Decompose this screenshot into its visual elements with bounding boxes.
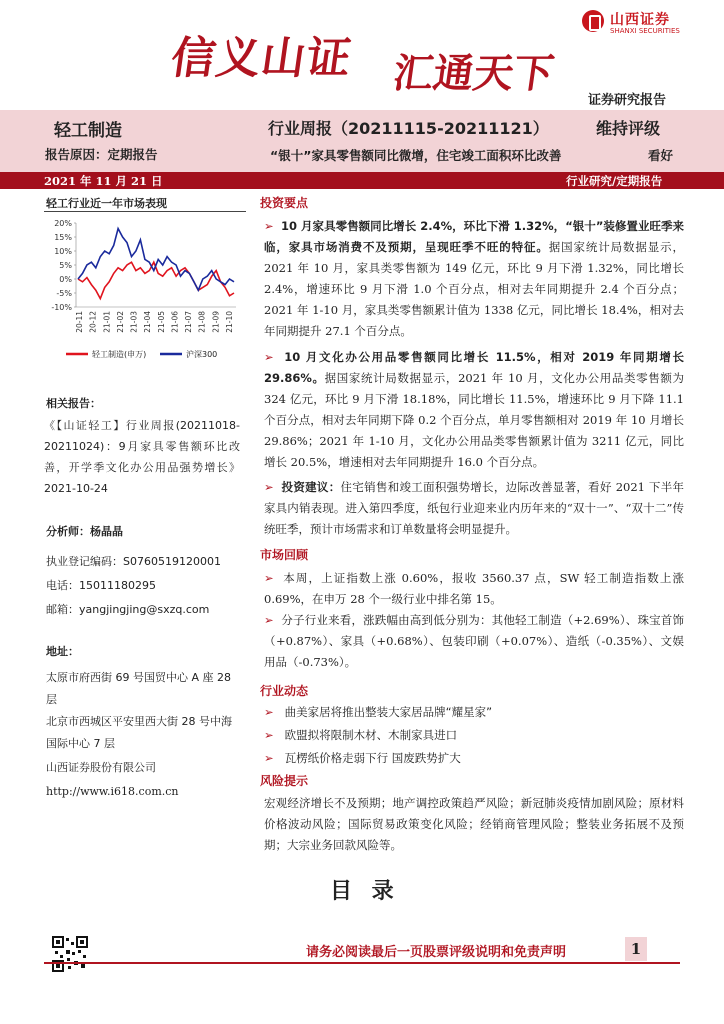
industry-name: 轻工制造 [54, 121, 122, 141]
section-key-points: 投资要点 [260, 196, 309, 210]
x-tick-label: 21-08 [197, 311, 207, 333]
report-reason: 报告原因：定期报告 [45, 147, 158, 162]
outlook-badge: 看好 [648, 148, 674, 163]
x-tick-label: 21-02 [115, 311, 125, 333]
x-tick-label: 21-07 [184, 311, 194, 333]
x-tick-label: 21-03 [129, 311, 139, 333]
x-tick-label: 20-12 [88, 311, 98, 333]
point-advice-text: 住宅销售和竣工面积强势增长，边际改善显著，看好 2021 下半年家具内销表现。进入第四季度，纸包行业迎来业内历年来的“双十一”、“双十二”传统旺季，预计市场需求和订单数量将会明显提升。 [264, 480, 685, 536]
report-type: 证券研究报告 [588, 93, 667, 108]
series-line-1 [78, 262, 234, 298]
point-advice [264, 477, 684, 540]
news-item-text: 欧盟拟将限制木材、木制家具进口 [284, 728, 458, 742]
point-office [264, 347, 684, 473]
review-subsectors-text: 分子行业来看，涨跌幅由高到低分别为：其他轻工制造（+2.69%）、珠宝首饰（+0.87%）、家具（+0.68%）、包装印刷（+0.07%）、造纸（-0.35%）、文娱用品（-0.73%）。 [264, 613, 684, 669]
address-taiyuan: 太原市府西街 69 号国贸中心 A 座 28 层 [46, 671, 232, 706]
point-office-bold: 10 月文化办公用品零售额同比增长 11.5%，相对 2019 年同期增长 29.86%。 [264, 350, 684, 385]
analyst-name: 分析师：杨晶晶 [46, 525, 123, 538]
perf-chart-title: 轻工行业近一年市场表现 [46, 197, 167, 210]
brand-calligraphy: 信义山证 [167, 33, 355, 84]
page-number: 1 [625, 937, 647, 961]
arrow-bullet-icon: ➢ [264, 571, 274, 585]
y-tick-label: 5% [59, 261, 72, 270]
analyst-phone: 电话：15011180295 [46, 579, 156, 592]
x-tick-label: 21-01 [102, 311, 112, 333]
point-furniture-bold: 10 月家具零售额同比增长 2.4%，环比下滑 1.32%，“银十”装修置业旺季来临，家具市场消费不及预期，呈现旺季不旺的特征。 [264, 219, 685, 254]
website-link[interactable]: http://www.i618.com.cn [46, 785, 179, 798]
point-office-text: 据国家统计局数据显示，2021 年 10 月，文化办公用品类零售额为 324 亿元，环比 9 月下滑 18.18%，同比增长 11.5%，增速环比 9 月下降 11.1 个百分点，相对去年同期下降 0.2 个百分点，单月零售额相对 2019 年 10 月增长 29.86%；2021 年 1-10 月，文化办公用品类零售额累计值为 3211 亿元，同比增长 20.5%，增速相对去年同期提升 16.0 个百分点。 [264, 371, 684, 469]
logo-mark-icon [582, 10, 604, 32]
analyst-email[interactable]: 邮箱：yangjingjing@sxzq.com [46, 603, 210, 616]
point-furniture-text: 据国家统计局数据显示，2021 年 10 月，家具类零售额为 149 亿元，环比 9 月下滑 1.32%，同比增长 2.4%，增速环比 9 月下滑 1.0 个百分点，相对去年同期提升 2.4 个百分点；2021 年 1-10 月，家具类零售额累计值为 1338 亿元，同比增长 18.4%，相对去年同期提升 27.1 个百分点。 [264, 240, 685, 338]
legend-label-2: 沪深300 [186, 350, 218, 359]
news-item [264, 704, 492, 720]
review-subsectors [264, 610, 684, 673]
footer-divider [44, 962, 680, 964]
review-index-text: 本周，上证指数上涨 0.60%，报收 3560.37 点，SW 轻工制造指数上涨 0.69%，在申万 28 个一级行业中排名第 15。 [264, 571, 685, 606]
brand-slogan: 汇通天下 [390, 50, 557, 97]
arrow-bullet-icon: ➢ [264, 480, 274, 494]
y-tick-label: 0% [59, 275, 72, 284]
report-date: 2021 年 11 月 21 日 [44, 174, 163, 188]
arrow-bullet-icon: ➢ [264, 219, 274, 233]
report-subtitle: “银十”家具零售额同比微增，住宅竣工面积环比改善 [270, 148, 562, 163]
related-reports-title: 相关报告： [46, 397, 101, 410]
page-title: 行业周报（20211115-20211121） [268, 119, 549, 138]
news-item [264, 727, 457, 743]
analyst-reg-code: 执业登记编码：S0760519120001 [46, 555, 221, 568]
address-title: 地址： [46, 645, 79, 658]
arrow-bullet-icon: ➢ [264, 613, 274, 627]
x-tick-label: 20-11 [75, 311, 84, 333]
point-furniture [264, 216, 684, 342]
logo-name-cn: 山西证券 [610, 12, 670, 28]
y-tick-label: 15% [54, 233, 72, 242]
arrow-bullet-icon: ➢ [264, 751, 274, 765]
rating: 维持评级 [596, 119, 661, 138]
related-report-link[interactable]: 《【山证轻工】行业周报(20211018-20211024)：9月家具零售额环比改善，开学季文化办公用品强势增长》2021-10-24 [44, 419, 240, 495]
report-category: 行业研究/定期报告 [566, 174, 663, 188]
y-tick-label: 10% [54, 247, 72, 256]
qr-code-icon [52, 936, 88, 972]
section-risk: 风险提示 [260, 774, 309, 788]
point-advice-bold: 投资建议： [281, 480, 341, 494]
y-tick-label: -10% [51, 303, 72, 312]
x-tick-label: 21-04 [143, 311, 153, 333]
arrow-bullet-icon: ➢ [264, 705, 274, 719]
y-tick-label: 20% [54, 219, 72, 228]
risk-text: 宏观经济增长不及预期；地产调控政策趋严风险；新冠肺炎疫情加剧风险；原材料价格波动风险；国际贸易政策变化风险；经销商管理风险；整装业务拓展不及预期；大宗业务回款风险等。 [264, 796, 684, 852]
logo-name-en: SHANXI SECURITIES [610, 27, 680, 35]
performance-chart [44, 213, 246, 365]
disclaimer-notice: 请务必阅读最后一页股票评级说明和免责声明 [306, 945, 567, 960]
x-tick-label: 21-05 [156, 311, 166, 333]
arrow-bullet-icon: ➢ [264, 350, 274, 364]
legend-label-1: 轻工制造(申万) [92, 350, 147, 359]
toc-title: 目 录 [330, 879, 400, 904]
section-market-review: 市场回顾 [260, 548, 309, 562]
news-item-text: 瓦楞纸价格走弱下行 国废跌势扩大 [284, 751, 461, 765]
company-logo [582, 6, 712, 42]
news-item [264, 750, 461, 766]
y-tick-label: -5% [56, 289, 72, 298]
review-index [264, 568, 684, 610]
arrow-bullet-icon: ➢ [264, 728, 274, 742]
x-tick-label: 21-10 [225, 311, 234, 333]
company-name: 山西证券股份有限公司 [46, 761, 156, 774]
section-industry-news: 行业动态 [260, 684, 309, 698]
news-item-text: 曲美家居将推出整装大家居品牌“耀星家” [284, 705, 493, 719]
address-beijing: 北京市西城区平安里西大街 28 号中海国际中心 7 层 [46, 715, 232, 750]
x-tick-label: 21-06 [170, 311, 180, 333]
series-line-2 [78, 229, 234, 291]
sidebar [44, 189, 246, 889]
divider [44, 211, 246, 212]
x-tick-label: 21-09 [211, 311, 221, 333]
